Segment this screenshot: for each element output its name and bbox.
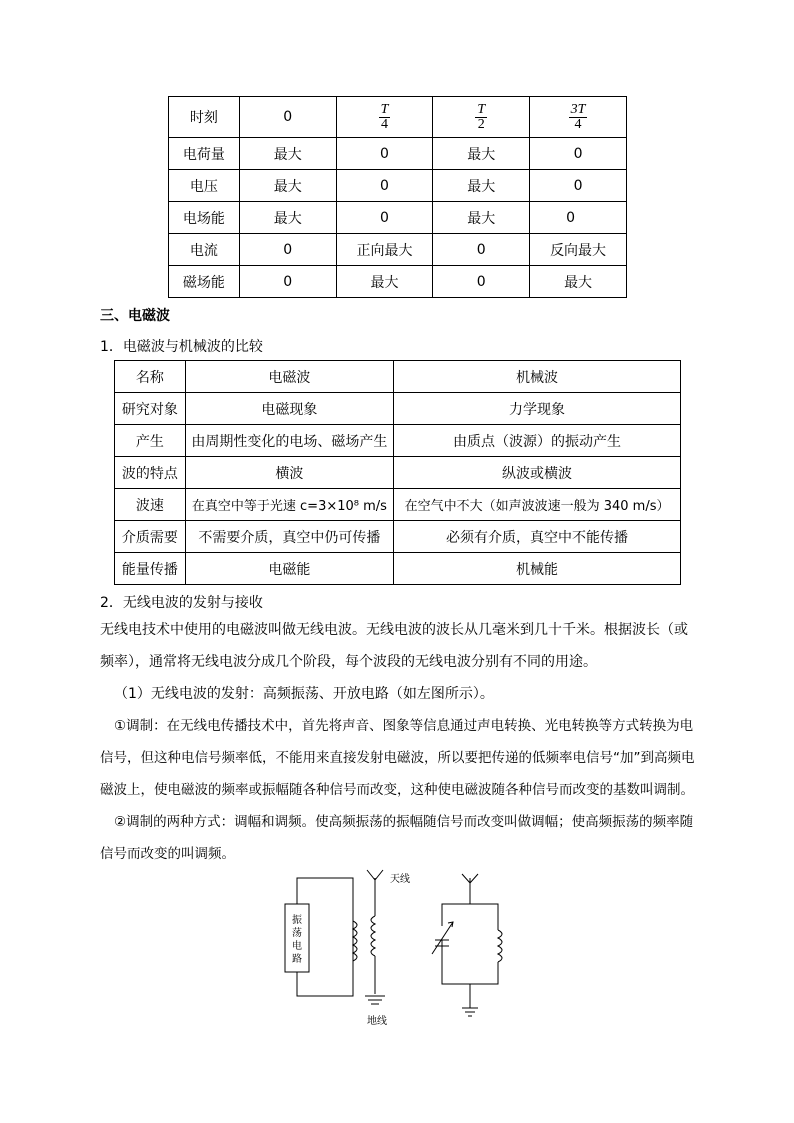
table-row	[115, 425, 681, 457]
table-cell: 横波	[185, 457, 393, 489]
table-cell: 电磁能	[185, 553, 393, 585]
table-header-row	[169, 97, 627, 138]
wave-comparison-table	[114, 360, 681, 585]
table-cell: 最大	[239, 138, 336, 170]
table-cell: 机械能	[394, 553, 681, 585]
table-cell: 电磁波	[185, 361, 393, 393]
table-cell: 0	[433, 234, 530, 266]
paragraph: ②调制的两种方式：调幅和调频。使高频振荡的振幅随信号而改变叫做调幅；使高频振荡的频率随信号而改变的叫调频。	[100, 814, 694, 862]
table-cell	[336, 97, 433, 138]
table-cell: 名称	[115, 361, 186, 393]
table-cell: 0	[239, 97, 336, 138]
antenna-label: 天线	[390, 874, 410, 885]
table-cell: 0	[530, 170, 627, 202]
table-cell: 在真空中等于光速 c=3×10⁸ m/s	[185, 489, 393, 521]
table-cell: 最大	[239, 170, 336, 202]
subsection-heading: 2．无线电波的发射与接收	[100, 595, 263, 611]
table-row	[169, 202, 627, 234]
table-cell: 由周期性变化的电场、磁场产生	[185, 425, 393, 457]
subsection-heading: 1．电磁波与机械波的比较	[100, 339, 263, 355]
svg-text:荡: 荡	[292, 928, 302, 939]
table-cell: 最大	[433, 138, 530, 170]
table-cell: 波速	[115, 489, 186, 521]
fraction-t-over-4: $\frac{T}{4}$	[380, 101, 389, 132]
transmitter-circuit-figure	[270, 866, 530, 1031]
table-cell: 电场能	[169, 202, 240, 234]
table-cell: 产生	[115, 425, 186, 457]
table-row	[115, 489, 681, 521]
table-cell: 0	[239, 234, 336, 266]
table-cell: 研究对象	[115, 393, 186, 425]
table-cell: 磁场能	[169, 266, 240, 298]
table-cell: 电磁现象	[185, 393, 393, 425]
table-row	[115, 393, 681, 425]
svg-text:振: 振	[292, 915, 302, 926]
table-row	[115, 553, 681, 585]
table-header-row	[115, 361, 681, 393]
svg-text:电: 电	[292, 941, 302, 952]
table-cell: 最大	[239, 202, 336, 234]
table-cell: 不需要介质，真空中仍可传播	[185, 521, 393, 553]
table-cell: 0	[239, 266, 336, 298]
table-cell: 最大	[433, 170, 530, 202]
table-cell: 必须有介质，真空中不能传播	[394, 521, 681, 553]
table-row	[115, 521, 681, 553]
table-cell: 介质需要	[115, 521, 186, 553]
table-cell: 力学现象	[394, 393, 681, 425]
lc-oscillation-table	[168, 96, 627, 298]
svg-text:路: 路	[292, 954, 302, 965]
table-cell: 波的特点	[115, 457, 186, 489]
table-cell: 电压	[169, 170, 240, 202]
section-heading: 三、电磁波	[100, 308, 170, 324]
table-cell: 电流	[169, 234, 240, 266]
table-cell: 在空气中不大（如声波波速一般为 340 m/s）	[394, 489, 681, 521]
table-cell: 时刻	[169, 97, 240, 138]
table-row	[169, 170, 627, 202]
table-row	[169, 266, 627, 298]
table-cell: 电荷量	[169, 138, 240, 170]
table-cell: 0	[530, 138, 627, 170]
table-cell: 0	[336, 202, 433, 234]
table-cell: 正向最大	[336, 234, 433, 266]
table-cell: 0	[336, 170, 433, 202]
receiver-loop	[442, 904, 498, 984]
table-cell: 机械波	[394, 361, 681, 393]
paragraph: ①调制：在无线电传播技术中，首先将声音、图象等信息通过声电转换、光电转换等方式转换为电信号，但这种电信号频率低，不能用来直接发射电磁波，所以要把传递的低频率电信号“加”到高频电磁波上，使电磁波的频率或振幅随各种信号而改变，这种使电磁波随各种信号而改变的基数叫调制。	[100, 718, 695, 798]
table-cell: 纵波或横波	[394, 457, 681, 489]
table-cell: 反向最大	[530, 234, 627, 266]
table-cell: 由质点（波源）的振动产生	[394, 425, 681, 457]
paragraph: 无线电技术中使用的电磁波叫做无线电波。无线电波的波长从几毫米到几十千米。根据波长（或频率），通常将无线电波分成几个阶段，每个波段的无线电波分别有不同的用途。	[100, 622, 688, 670]
table-cell	[530, 97, 627, 138]
table-cell: 0	[530, 202, 627, 234]
table-cell: 最大	[433, 202, 530, 234]
table-row	[115, 457, 681, 489]
table-cell	[433, 97, 530, 138]
secondary-coil	[371, 916, 375, 956]
table-cell: 最大	[336, 266, 433, 298]
fraction-3t-over-4: $\frac{3T}{4}$	[570, 101, 586, 132]
table-row	[169, 234, 627, 266]
fraction-t-over-2: $\frac{T}{2}$	[477, 101, 486, 132]
table-row	[169, 138, 627, 170]
paragraph: （1）无线电波的发射：高频振荡、开放电路（如左图所示）。	[114, 686, 494, 702]
primary-coil	[353, 921, 357, 961]
table-cell: 0	[336, 138, 433, 170]
table-cell: 最大	[530, 266, 627, 298]
ground-label: 地线	[367, 1016, 387, 1027]
table-cell: 能量传播	[115, 553, 186, 585]
table-cell: 0	[433, 266, 530, 298]
